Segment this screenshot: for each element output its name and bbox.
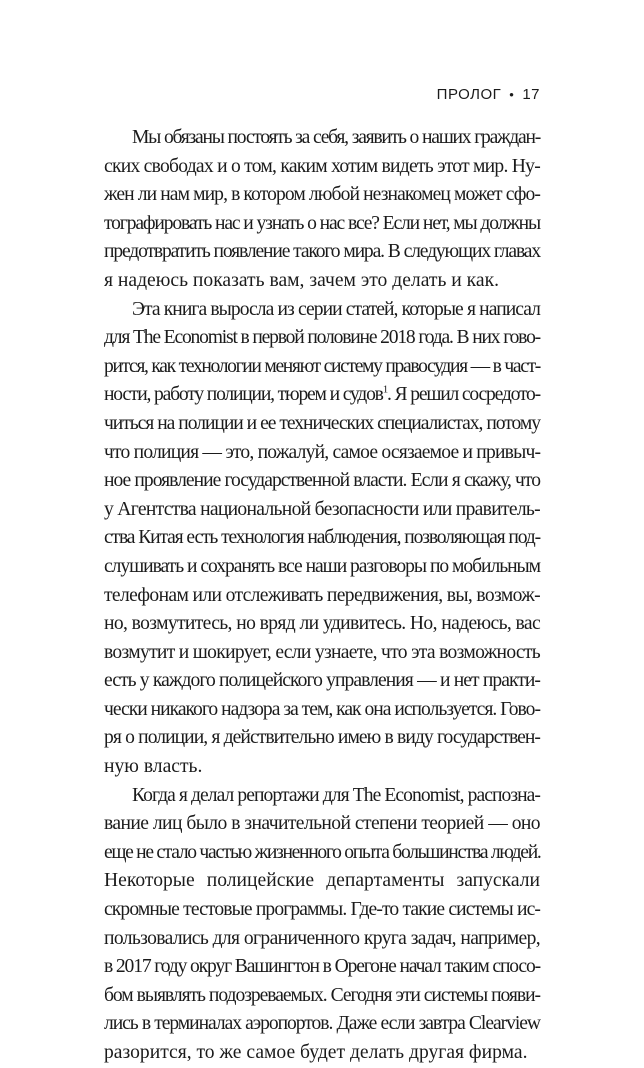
text-line: ря о полиции, я действительно имею в виду государствен-: [104, 727, 540, 749]
text-line: что полиция — это, пожалуй, самое осязаемое и привыч-: [104, 441, 541, 463]
text-line: я надеюсь показать вам, зачем это делать и как.: [104, 269, 500, 291]
text-line: вание лиц было в значительной степени теорией — оно: [104, 813, 540, 835]
text-line: ное проявление государственной власти. Если я скажу, что: [104, 470, 540, 492]
body-text: [104, 124, 540, 1068]
text-line: у Агентства национальной безопасности или правитель-: [104, 498, 540, 520]
section-title: ПРОЛОГ: [436, 86, 502, 103]
text-line: ную власть.: [104, 756, 203, 778]
text-line: еще не стало частью жизненного опыта большинства людей.: [104, 841, 541, 863]
text-line: скромные тестовые программы. Где-то такие системы ис-: [104, 899, 540, 921]
text-line: ства Китая есть технология наблюдения, позволяющая под-: [104, 527, 540, 549]
paragraph-2: [104, 296, 540, 782]
text-segment: . Я решил сосредото-: [387, 384, 540, 406]
footnote-marker[interactable]: 1: [382, 383, 388, 396]
text-line: но, возмутитесь, но вряд ли удивитесь. Но, надеюсь, вас: [104, 613, 540, 635]
text-line: предотвратить появление такого мира. В следующих главах: [104, 241, 540, 263]
text-line: рится, как технологии меняют систему правосудия — в част-: [104, 355, 540, 377]
paragraph-1: [104, 124, 540, 296]
text-line: лись в терминалах аэропортов. Даже если завтра Clearview: [104, 1013, 540, 1035]
running-head: [437, 86, 540, 103]
text-line: телефонам или отслеживать передвижения, вы, возмож-: [104, 584, 540, 606]
text-line: Некоторые полицейские департаменты запускали: [104, 870, 540, 892]
text-line: бом выявлять подозреваемых. Сегодня эти системы появи-: [104, 984, 540, 1006]
text-line: в 2017 году округ Вашингтон в Орегоне начал таким спосо-: [104, 956, 540, 978]
text-line: Мы обязаны постоять за себя, заявить о наших граждан-: [132, 127, 540, 148]
text-line: возмутит и шокирует, если узнаете, что эта возможность: [104, 641, 540, 663]
text-line: читься на полиции и ее технических специалистах, потому: [104, 412, 540, 434]
text-line-with-footnote: [104, 381, 540, 410]
text-line: для The Economist в первой половине 2018 года. В них гово-: [104, 327, 540, 349]
text-line: ских свободах и о том, каким хотим видеть этот мир. Ну-: [104, 155, 540, 177]
text-segment: ности, работу полиции, тюрем и судов: [104, 384, 383, 406]
text-line: жен ли нам мир, в котором любой незнакомец может сфо-: [104, 184, 541, 206]
paragraph-3: [104, 782, 540, 1068]
text-line: есть у каждого полицейского управления — и нет практи-: [104, 670, 540, 692]
separator-dot: •: [509, 87, 515, 102]
text-line: Когда я делал репортажи для The Economist, распозна-: [132, 784, 540, 806]
text-line: тографировать нас и узнать о нас все? Если нет, мы должны: [104, 212, 540, 234]
page-number: 17: [522, 86, 540, 103]
text-line: разорится, то же самое будет делать другая фирма.: [104, 1042, 528, 1063]
text-line: слушивать и сохранять все наши разговоры по мобильным: [104, 555, 540, 577]
text-line: чески никакого надзора за тем, как она используется. Гово-: [104, 698, 540, 720]
text-line: Эта книга выросла из серии статей, которые я написал: [132, 298, 540, 320]
text-line: пользовались для ограниченного круга задач, например,: [104, 927, 540, 949]
